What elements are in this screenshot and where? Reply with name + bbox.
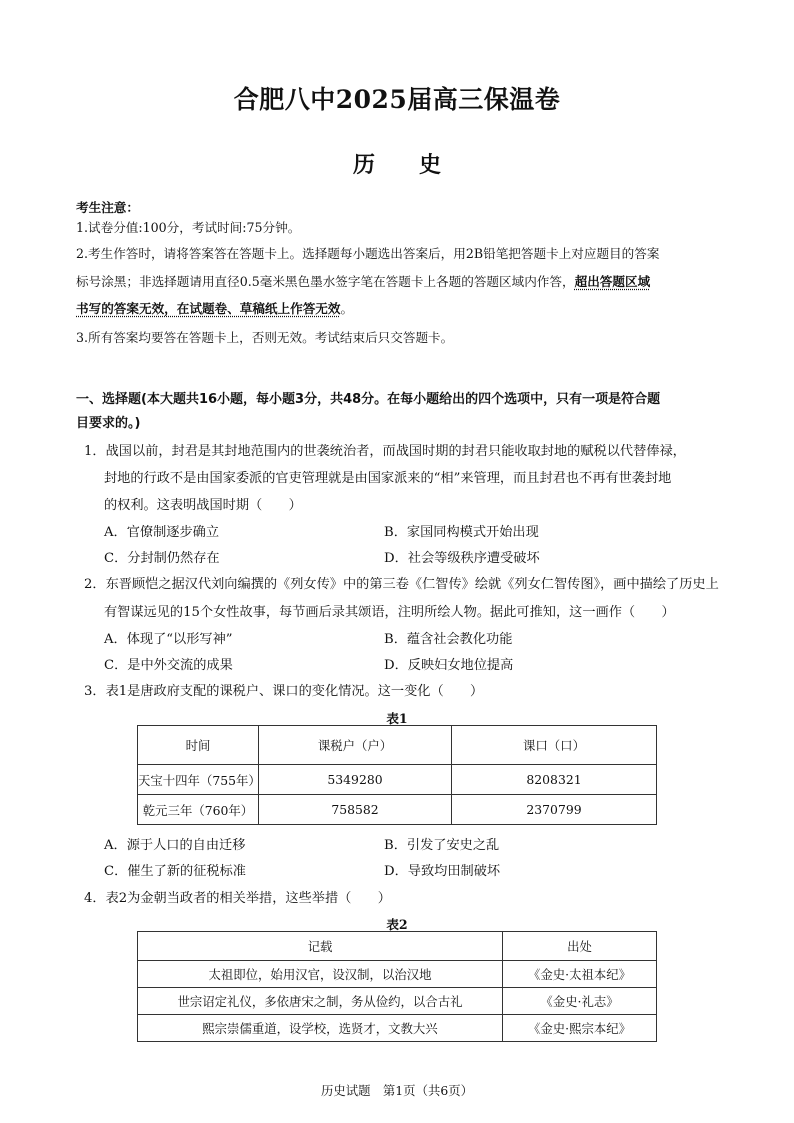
q1-stem-line-1: 1．战国以前，封君是其封地范围内的世袭统治者，而战国时期的封君只能收取封地的赋税以代替俸禄， <box>84 444 686 459</box>
table-1-cell: 2370799 <box>452 795 657 825</box>
subject-char-1: 历 <box>352 152 375 178</box>
table-2-header-row <box>138 932 657 961</box>
q3-option-c[interactable]: C．催生了新的征税标准 <box>104 864 246 879</box>
table-2-header-cell: 出处 <box>503 932 657 961</box>
table-1-cell: 乾元三年（760年） <box>138 795 259 825</box>
q2-stem-line-1: 2．东晋顾恺之据汉代刘向编撰的《列女传》中的第三卷《仁智传》绘就《列女仁智传图》，画中描绘了历史上 <box>84 577 719 592</box>
q3-option-b[interactable]: B．引发了安史之乱 <box>384 838 500 853</box>
q2-option-a[interactable]: A．体现了“以形写神” <box>104 632 233 647</box>
subject-title <box>0 148 794 179</box>
table-2-cell: 《金史·太祖本纪》 <box>503 961 657 988</box>
page-footer: 历史试题 第1页（共6页） <box>320 1083 474 1098</box>
notice-item-1: 1.试卷分值:100分，考试时间:75分钟。 <box>76 220 301 235</box>
table-2-cell: 太祖即位，始用汉官，设汉制，以治汉地 <box>138 961 503 988</box>
notice-item-2-line-1: 2.考生作答时，请将答案答在答题卡上。选择题每小题选出答案后，用2B铅笔把答题卡上对应题目的答案 <box>76 246 660 261</box>
table-2-row <box>138 961 657 988</box>
table-2-row <box>138 988 657 1015</box>
notice-item-2-line-3-end: 。 <box>340 301 354 316</box>
notice-heading: 考生注意： <box>76 200 139 215</box>
q2-option-c[interactable]: C．是中外交流的成果 <box>104 658 233 673</box>
table-2-cell: 世宗诏定礼仪，多依唐宋之制，务从俭约，以合古礼 <box>138 988 503 1015</box>
table-1-row <box>138 765 657 795</box>
q1-option-b[interactable]: B．家国同构模式开始出现 <box>384 525 539 540</box>
q3-stem-line-1: 3．表1是唐政府支配的课税户、课口的变化情况。这一变化（ ） <box>84 684 484 699</box>
table-1 <box>137 725 657 825</box>
notice-item-2-line-2-emphasis: 超出答题区域 <box>574 274 651 289</box>
notice-item-2-line-2 <box>76 275 650 289</box>
notice-item-3: 3.所有答案均要答在答题卡上，否则无效。考试结束后只交答题卡。 <box>76 330 454 345</box>
table-2-cell: 《金史·礼志》 <box>503 988 657 1015</box>
table-2-header-cell: 记载 <box>138 932 503 961</box>
table-2-caption: 表2 <box>386 917 408 932</box>
notice-item-2-line-2-plain: 标号涂黑；非选择题请用直径0.5毫米黑色墨水签字笔在答题卡上各题的答题区域内作答， <box>76 274 575 289</box>
exam-title: 合肥八中2025届高三保温卷 <box>233 85 561 114</box>
q4-stem-line-1: 4．表2为金朝当政者的相关举措，这些举措（ ） <box>84 891 391 906</box>
q2-stem-line-2: 有智谋远见的15个女性故事，每节画后录其颂语，注明所绘人物。据此可推知，这一画作（ ） <box>104 605 675 620</box>
subject-char-2: 史 <box>419 152 442 178</box>
q1-option-c[interactable]: C．分封制仍然存在 <box>104 551 220 566</box>
section-1-heading-line-1: 一、选择题(本大题共16小题，每小题3分，共48分。在每小题给出的四个选项中，只有一项是符合题 <box>76 392 661 407</box>
table-2-row <box>138 1015 657 1042</box>
table-1-header-cell: 课税户（户） <box>259 726 452 765</box>
notice-item-2-line-3-emphasis: 书写的答案无效，在试题卷、草稿纸上作答无效 <box>76 301 341 316</box>
q1-option-d[interactable]: D．社会等级秩序遭受破坏 <box>384 551 540 566</box>
q2-option-b[interactable]: B．蕴含社会教化功能 <box>384 632 513 647</box>
section-1-heading-line-2: 目要求的。) <box>76 416 141 431</box>
table-1-caption: 表1 <box>386 711 408 726</box>
table-1-cell: 758582 <box>259 795 452 825</box>
q3-option-a[interactable]: A．源于人口的自由迁移 <box>104 838 246 853</box>
table-1-cell: 8208321 <box>452 765 657 795</box>
table-2-cell: 《金史·熙宗本纪》 <box>503 1015 657 1042</box>
q1-option-a[interactable]: A．官僚制逐步确立 <box>104 525 220 540</box>
table-1-cell: 天宝十四年（755年） <box>138 765 259 795</box>
q2-option-d[interactable]: D．反映妇女地位提高 <box>384 658 514 673</box>
table-1-header-row <box>138 726 657 765</box>
table-1-header-cell: 课口（口） <box>452 726 657 765</box>
notice-item-2-line-3 <box>76 302 353 316</box>
q1-stem-line-3: 的权利。这表明战国时期（ ） <box>104 498 302 513</box>
table-2-cell: 熙宗崇儒重道，设学校，选贤才，文教大兴 <box>138 1015 503 1042</box>
q1-stem-line-2: 封地的行政不是由国家委派的官吏管理就是由国家派来的“相”来管理，而且封君也不再有世袭封地 <box>104 471 672 486</box>
table-1-cell: 5349280 <box>259 765 452 795</box>
table-1-row <box>138 795 657 825</box>
table-2 <box>137 931 657 1042</box>
table-1-header-cell: 时间 <box>138 726 259 765</box>
q3-option-d[interactable]: D．导致均田制破坏 <box>384 864 501 879</box>
